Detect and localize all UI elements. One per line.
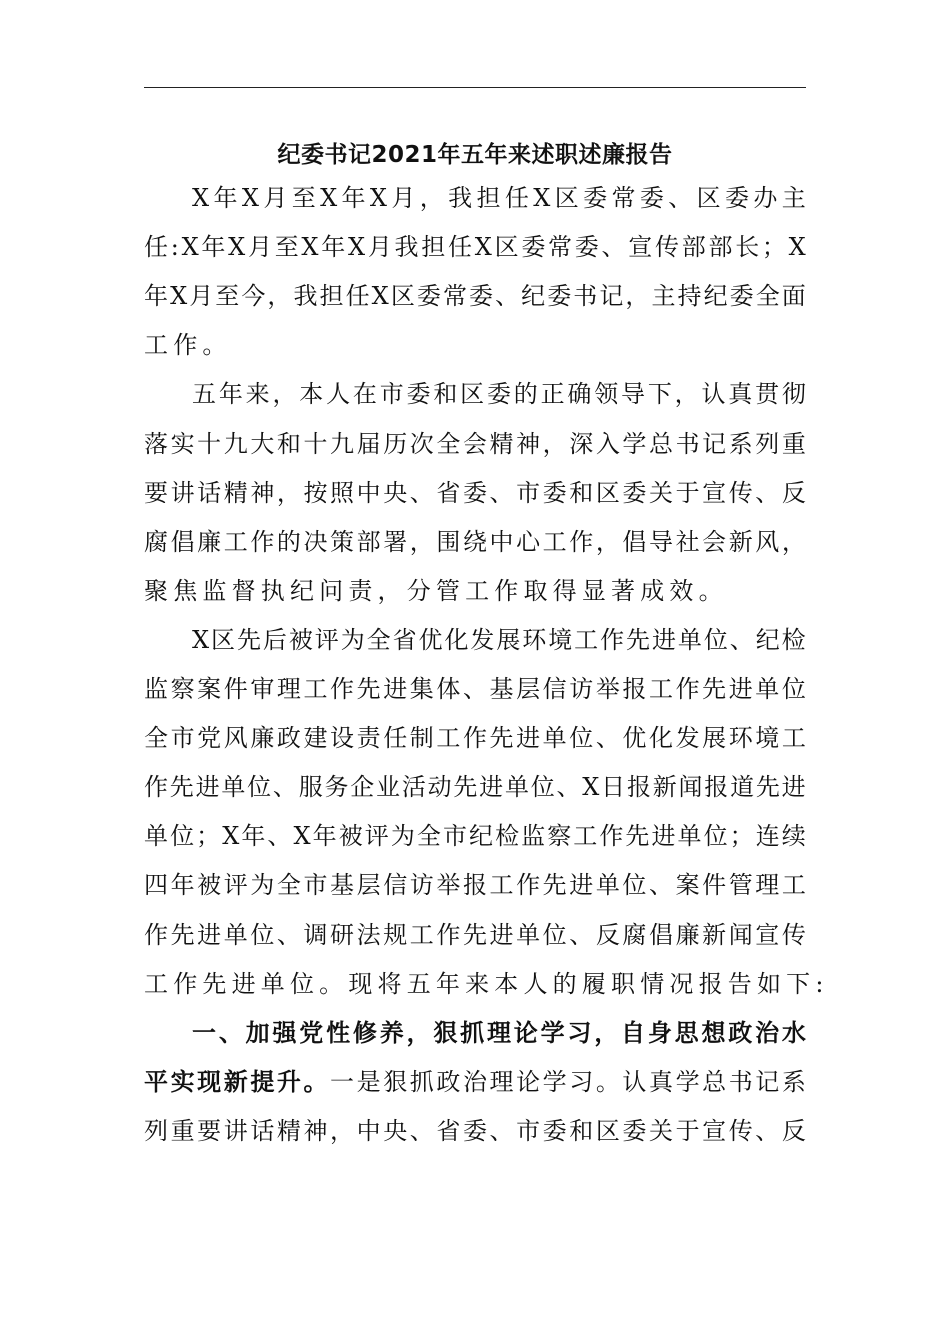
body-line: 腐 倡 廉 工 作 的 决 策 部 署 ， 围 绕 中 心 工 作 ， 倡 导 社 会 新 风 ，	[144, 527, 806, 556]
body-line: 平 实 现 新 提 升 。 一 是 狠 抓 政 治 理 论 学 习 。 认 真 学 总 书 记 系	[144, 1067, 806, 1096]
body-line: 年 X 月 至 今 ， 我 担 任 X 区 委 常 委 、 纪 委 书 记 ， 主 持 纪 委 全 面	[144, 282, 806, 311]
document-title: 纪委书记2021年五年来述职述廉报告	[277, 142, 673, 168]
body-line: X 区 先 后 被 评 为 全 省 优 化 发 展 环 境 工 作 先 进 单 位 、 纪 检	[192, 625, 806, 654]
body-line: 要 讲 话 精 神 ， 按 照 中 央 、 省 委 、 市 委 和 区 委 关 于 宣 传 、 反	[144, 478, 806, 507]
body-line: 单 位 ； X 年 、 X 年 被 评 为 全 市 纪 检 监 察 工 作 先 进 单 位 ； 连 续	[144, 822, 806, 851]
body-line: 作 先 进 单 位 、 服 务 企 业 活 动 先 进 单 位 、 X 日 报 新 闻 报 道 先 进	[144, 773, 806, 802]
body-line: 五 年 来 ， 本 人 在 市 委 和 区 委 的 正 确 领 导 下 ， 认 真 贯 彻	[192, 380, 806, 409]
body-line: X 年 X 月 至 X 年 X 月 ， 我 担 任 X 区 委 常 委 、 区 委 办 主	[192, 184, 806, 212]
body-line: 作 先 进 单 位 、 调 研 法 规 工 作 先 进 单 位 、 反 腐 倡 廉 新 闻 宣 传	[144, 920, 806, 949]
body-line: 一 、 加 强 党 性 修 养 ， 狠 抓 理 论 学 习 ， 自 身 思 想 政 治 水	[192, 1018, 806, 1047]
body-line: 四 年 被 评 为 全 市 基 层 信 访 举 报 工 作 先 进 单 位 、 案 件 管 理 工	[144, 871, 806, 900]
body-line: 监 察 案 件 审 理 工 作 先 进 集 体 、 基 层 信 访 举 报 工 作 先 进 单 位	[144, 675, 806, 703]
header-rule	[144, 87, 806, 88]
body-line: 任 : X 年 X 月 至 X 年 X 月 我 担 任 X 区 委 常 委 、 宣 传 部 部 长 ； X	[144, 233, 806, 262]
body-line: 工 作 先 进 单 位 。 现 将 五 年 来 本 人 的 履 职 情 况 报 告 如 下 :	[144, 969, 824, 998]
body-line: 列 重 要 讲 话 精 神 ， 中 央 、 省 委 、 市 委 和 区 委 关 于 宣 传 、 反	[144, 1116, 806, 1145]
body-line: 工 作 。	[144, 331, 227, 360]
body-line: 聚 焦 监 督 执 纪 问 责 ， 分 管 工 作 取 得 显 著 成 效 。	[144, 576, 723, 605]
body-line: 全 市 党 风 廉 政 建 设 责 任 制 工 作 先 进 单 位 、 优 化 发 展 环 境 工	[144, 724, 806, 753]
body-line: 落 实 十 九 大 和 十 九 届 历 次 全 会 精 神 ， 深 入 学 总 书 记 系 列 重	[144, 429, 806, 458]
